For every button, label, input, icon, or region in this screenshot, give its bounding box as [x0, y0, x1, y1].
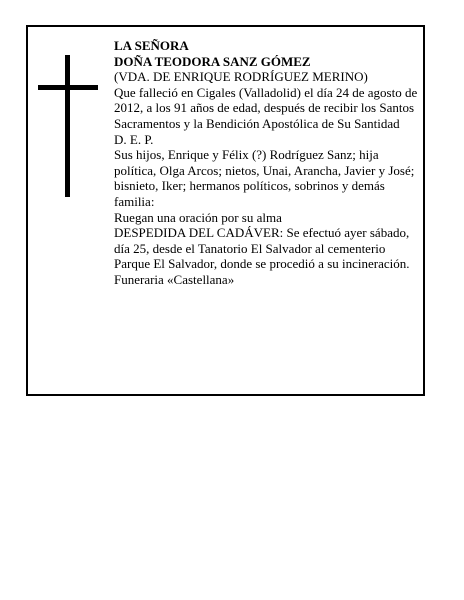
notice-heading-title: LA SEÑORA — [114, 38, 189, 53]
family-paragraph: Sus hijos, Enrique y Félix (?) Rodríguez Sanz; hija política, Olga Arcos; nietos, Unai, Arancha, Javier y José; bisnieto, Iker; hermanos políticos, sobrinos y demás familia: — [114, 147, 415, 209]
latin-cross-icon — [38, 55, 98, 197]
cross-vertical-bar — [65, 55, 70, 197]
funeral-home-line: Funeraria «Castellana» — [114, 271, 235, 287]
funeral-service-paragraph: DESPEDIDA DEL CADÁVER: Se efectuó ayer sábado, día 25, desde el Tanatorio El Salvador al cementerio Parque El Salvador, donde se procedió a su incineración. — [114, 225, 410, 272]
deceased-name: DOÑA TEODORA SANZ GÓMEZ — [114, 53, 311, 69]
widow-of-line: (VDA. DE ENRIQUE RODRÍGUEZ MERINO) — [114, 69, 368, 85]
death-details-paragraph: Que falleció en Cigales (Valladolid) el día 24 de agosto de 2012, a los 91 años de edad, después de recibir los Santos Sacramentos y la Bendición Apostólica de Su Santidad — [114, 84, 418, 131]
cross-horizontal-bar — [38, 85, 98, 90]
prayer-request-line: Ruegan una oración por su alma — [114, 209, 282, 225]
rest-in-peace-line: D. E. P. — [114, 131, 154, 147]
obituary-text — [114, 38, 422, 288]
